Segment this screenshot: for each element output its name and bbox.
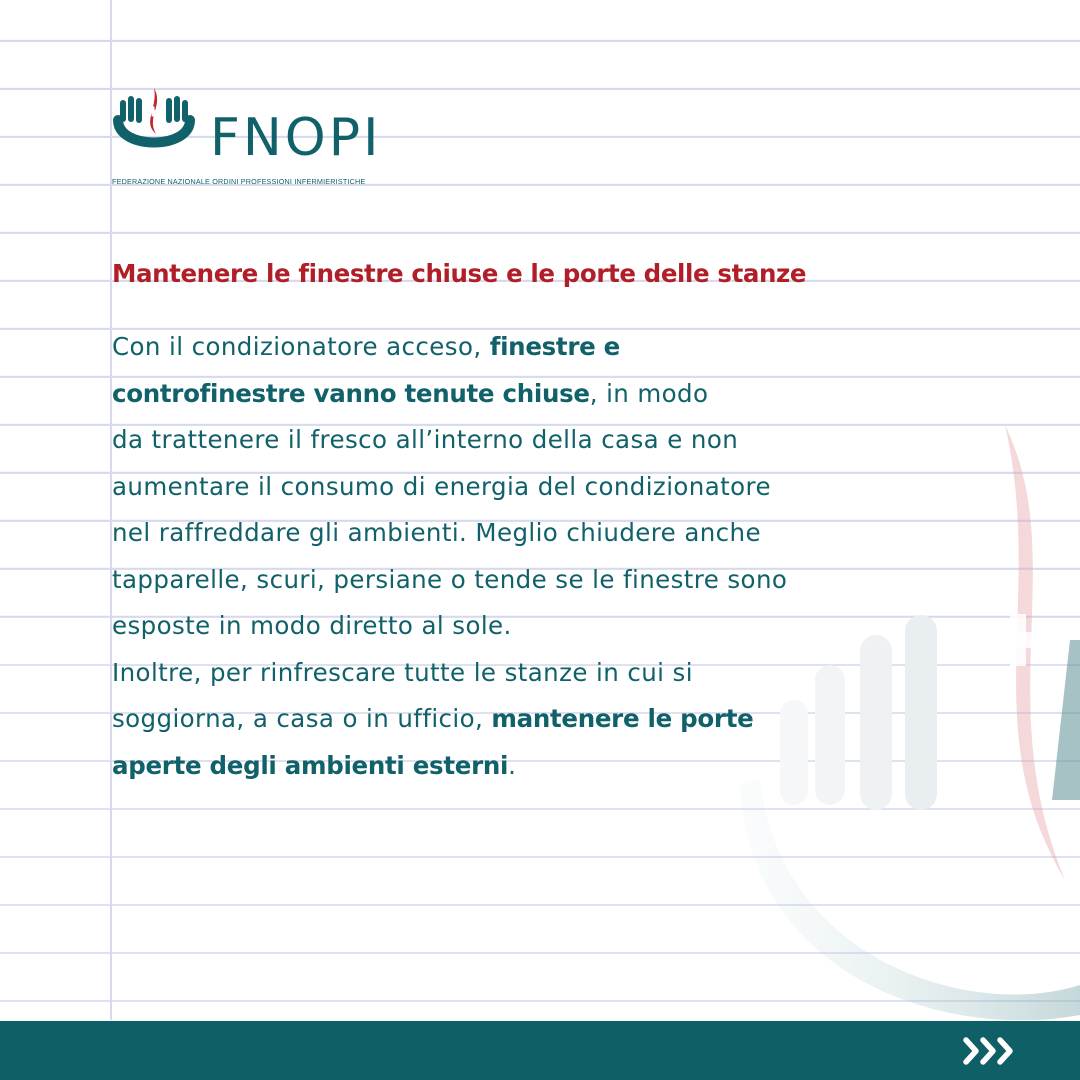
- body-line-6: tapparelle, scuri, persiane o tende se le finestre sono: [112, 564, 788, 594]
- fnopi-logo: [112, 86, 412, 196]
- text-run: soggiorna, a casa o in ufficio,: [112, 704, 492, 733]
- fnopi-hands-flame-icon: [112, 86, 196, 170]
- text-run: .: [508, 750, 517, 780]
- bold-text-run: controfinestre vanno tenute chiuse: [112, 378, 590, 408]
- body-line-8: Inoltre, per rinfrescare tutte le stanze in cui si: [112, 657, 693, 687]
- body-line-3: da trattenere il fresco all’interno della casa e non: [112, 425, 739, 454]
- bold-text-run: finestre e: [489, 332, 620, 361]
- body-line-9: [112, 696, 952, 743]
- page-title: Mantenere le finestre chiuse e le porte delle stanze: [112, 259, 807, 288]
- body-line-2: [112, 371, 952, 418]
- brand-subtitle: FEDERAZIONE NAZIONALE ORDINI PROFESSIONI INFERMIERISTICHE: [112, 177, 366, 186]
- brand-name: FNOPI: [210, 108, 382, 168]
- text-run: , in modo: [589, 378, 709, 408]
- body-line-7: esposte in modo diretto al sole.: [112, 611, 512, 640]
- triple-chevron-right-icon[interactable]: [960, 1031, 1024, 1071]
- bold-text-run: aperte degli ambienti esterni: [112, 750, 509, 780]
- body-line-10: [112, 743, 952, 790]
- bold-text-run: mantenere le porte: [491, 704, 754, 733]
- body-text: [112, 324, 952, 789]
- text-run: Con il condizionatore acceso,: [112, 332, 490, 361]
- body-line-1: [112, 324, 952, 371]
- body-line-5: nel raffreddare gli ambienti. Meglio chiudere anche: [112, 518, 761, 547]
- body-line-4: aumentare il consumo di energia del condizionatore: [112, 471, 771, 501]
- footer-bar: [0, 1021, 1080, 1080]
